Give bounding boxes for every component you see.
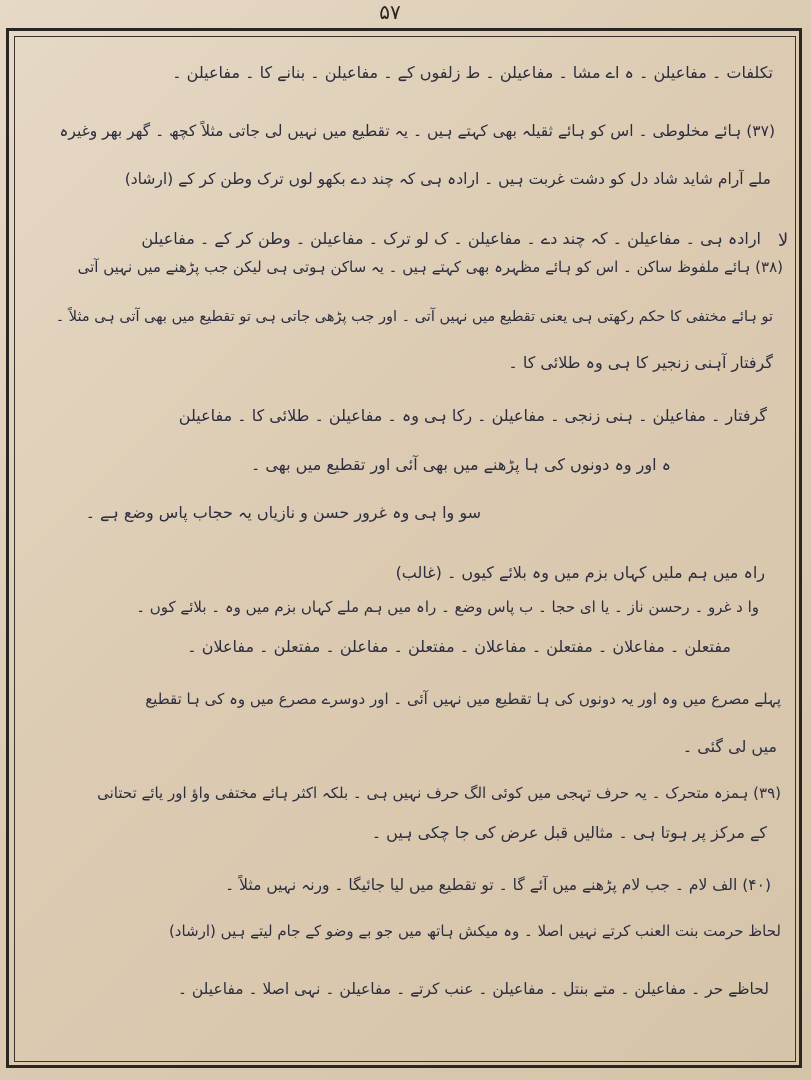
text-line: کے مرکز پر ہوتا ہی ۔ مثالیں قبل عرض کی جا چکی ہیں ۔ [371, 823, 767, 842]
text-line: (۳۷) ہائے مخلوطی ۔ اس کو ہائے ثقیلہ بھی کہتے ہیں ۔ یہ تقطیع میں نہیں لی جاتی مثلاً کچھ ۔ گھر بھر وغیرہ [59, 122, 775, 140]
text-line: (۳۸) ہائے ملفوظ ساکن ۔ اس کو ہائے مظہرہ بھی کہتے ہیں ۔ یہ ساکن ہوتی ہی لیکن جب پڑھنے میں نہیں آتی [77, 258, 783, 276]
text-line: (۳۹) ہمزہ متحرک ۔ یہ حرف تہجی میں کوئی الگ حرف نہیں ہی ۔ بلکہ اکثر ہائے مختفی واؤ اور یائے تحتانی [97, 784, 781, 802]
text-line: گرفتار ۔ مفاعیلن ۔ ہنی زنجی ۔ مفاعیلن ۔ رکا ہی وہ ۔ مفاعیلن ۔ طلائی کا ۔ مفاعیلن [178, 406, 767, 425]
text-line: وا د غرو ۔ رحسن ناز ۔ یا ای حجا ۔ ب پاس وضع ۔ راہ میں ہم ملے کہاں بزم میں وہ ۔ بلائے کوں ۔ [136, 598, 759, 616]
text-line: تو ہائے مختفی کا حکم رکھتی ہی یعنی تقطیع میں نہیں آتی ۔ اور جب پڑھی جاتی ہی تو تقطیع میں بھی آتی ہی مثلاً ۔ [55, 309, 773, 325]
text-line: لحاظ حرمت بنت العنب کرتے نہیں اصلا ۔ وہ میکش ہاتھ میں جو بے وضو کے جام لیتے ہیں (ارشاد) [168, 922, 781, 940]
margin-mark: ﻻ [778, 230, 789, 251]
text-line: ہ اور وہ دونوں کی ہا پڑھنے میں بھی آئی اور تقطیع میں بھی ۔ [250, 455, 671, 474]
text-line: میں لی گئی ۔ [682, 737, 777, 756]
text-line: تکلفات ۔ مفاعیلن ۔ ہ اے مشا ۔ مفاعیلن ۔ ط زلفوں کے ۔ مفاعیلن ۔ بنانے کا ۔ مفاعیلن ۔ [172, 63, 773, 82]
text-line: راہ میں ہم ملیں کہاں بزم میں وہ بلائے کیوں ۔ (غالب) [395, 563, 765, 582]
text-line: پہلے مصرع میں وہ اور یہ دونوں کی ہا تقطیع میں نہیں آئی ۔ اور دوسرے مصرع میں وہ کی ہا تقطیع [145, 690, 781, 708]
text-line: گرفتار آہنی زنجیر کا ہی وہ طلائی کا ۔ [508, 353, 773, 372]
text-line: مفتعلن ۔ مفاعلان ۔ مفتعلن ۔ مفاعلان ۔ مفتعلن ۔ مفاعلن ۔ مفتعلن ۔ مفاعلان ۔ [187, 637, 731, 656]
text-line: ملے آرام شاید شاد دل کو دشت غربت ہیں ۔ ارادہ ہی کہ چند دے بکھو لوں ترک وطن کر کے (ارشاد) [124, 170, 771, 188]
text-line: (۴۰) الف لام ۔ جب لام پڑھنے میں آئے گا ۔ تو تقطیع میں لیا جائیگا ۔ ورنہ نہیں مثلاً ۔ [225, 876, 771, 894]
text-line: سو وا ہی وہ غرور حسن و نازیاں یہ حجاب پاس وضع ہے ۔ [85, 503, 481, 522]
page-number: ۵۷ [379, 0, 401, 24]
text-line: لحاظے حر ۔ مفاعیلن ۔ متے بنتل ۔ مفاعیلن ۔ عنب کرتے ۔ مفاعیلن ۔ نہی اصلا ۔ مفاعیلن ۔ [177, 980, 769, 998]
text-line: ارادہ ہی ۔ مفاعیلن ۔ کہ چند دے ۔ مفاعیلن ۔ ک لو ترک ۔ مفاعیلن ۔ وطن کر کے ۔ مفاعیلن [141, 229, 761, 248]
